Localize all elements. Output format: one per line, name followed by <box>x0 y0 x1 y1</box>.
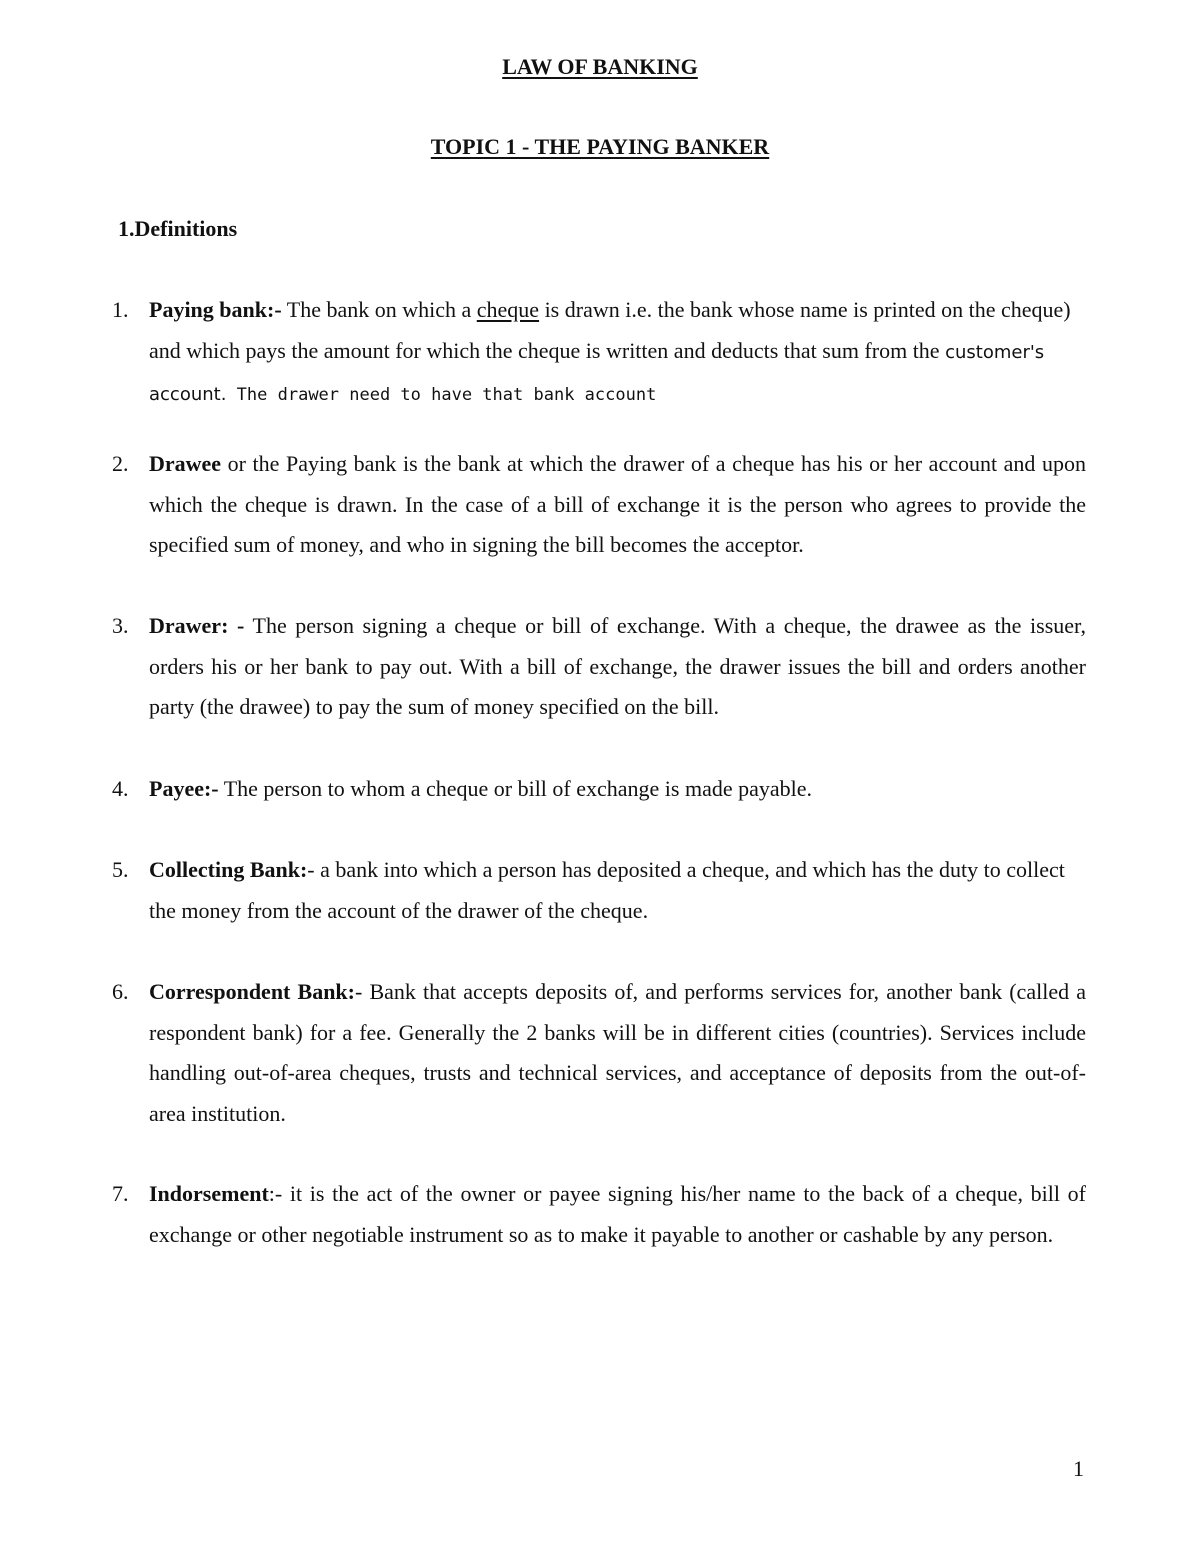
definition-term: Drawer: - <box>149 613 245 638</box>
definition-text: - a bank into which a person has deposited a cheque, and which has the duty to collect the money from the account of the drawer of the cheque. <box>149 857 1065 923</box>
definition-body <box>149 769 1086 810</box>
definition-text: :- it is the act of the owner or payee signing his/her name to the back of a cheque, bill of exchange or other negotiable instrument so as to make it payable to another or cashable by any person. <box>149 1181 1086 1247</box>
topic-title: TOPIC 1 - THE PAYING BANKER <box>430 134 770 159</box>
definition-term: Payee:- <box>149 776 219 801</box>
definition-body <box>149 444 1086 566</box>
definition-text-sans: customer's account. <box>149 341 1045 406</box>
definition-body <box>149 972 1086 1135</box>
definition-body <box>149 606 1086 728</box>
definition-number: 5. <box>112 857 129 882</box>
definition-item <box>112 972 1086 1135</box>
definition-item <box>112 290 1086 416</box>
definition-number: 7. <box>112 1181 129 1206</box>
inserted-note: The drawer need to have that bank account <box>226 385 657 406</box>
definition-text: The person signing a cheque or bill of exchange. With a cheque, the drawee as the issuer, orders his or her bank to pay out. With a bill of exchange, the drawer issues the bill and orders another party (the drawee) to pay the sum of money specified on the bill. <box>149 613 1086 720</box>
definition-item <box>112 444 1086 566</box>
definition-term: Collecting Bank: <box>149 857 308 882</box>
definition-number: 1. <box>112 297 129 322</box>
definition-number: 4. <box>112 776 129 801</box>
definition-term: Drawee <box>149 451 222 476</box>
definition-item <box>112 1174 1086 1255</box>
definition-term: Paying bank:- <box>149 297 282 322</box>
definition-number: 6. <box>112 979 129 1004</box>
underlined-word: cheque <box>476 297 540 322</box>
definition-item <box>112 769 1086 810</box>
definition-body <box>149 290 1086 416</box>
definition-text: or the Paying bank is the bank at which the drawer of a cheque has his or her account and upon which the cheque is drawn. In the case of a bill of exchange it is the person who agrees to provide the specified sum of money, and who in signing the bill becomes the acceptor. <box>149 451 1086 558</box>
section-heading: 1.Definitions <box>118 216 238 241</box>
definition-term: Indorsement <box>149 1181 269 1206</box>
definition-number: 3. <box>112 613 129 638</box>
definition-body <box>149 1174 1086 1255</box>
definition-text: - Bank that accepts deposits of, and performs services for, another bank (called a respondent bank) for a fee. Generally the 2 banks will be in different cities (countries). Services include handling out-of-area cheques, trusts and technical services, and acceptance of deposits from the out-of-area institution. <box>149 979 1086 1127</box>
document-title: LAW OF BANKING <box>502 54 698 79</box>
definition-text: The bank on which a <box>281 297 477 322</box>
definition-text: The person to whom a cheque or bill of exchange is made payable. <box>218 776 813 801</box>
definition-body <box>149 850 1086 931</box>
definition-number: 2. <box>112 451 129 476</box>
definition-item <box>112 606 1086 728</box>
definition-term: Correspondent Bank: <box>149 979 355 1004</box>
definition-item <box>112 850 1086 931</box>
definition-text: is drawn i.e. the bank whose name is printed on the cheque) and which pays the amount for which the cheque is written and deducts that sum from the <box>149 297 1071 363</box>
page-number: 1 <box>1073 1456 1084 1481</box>
